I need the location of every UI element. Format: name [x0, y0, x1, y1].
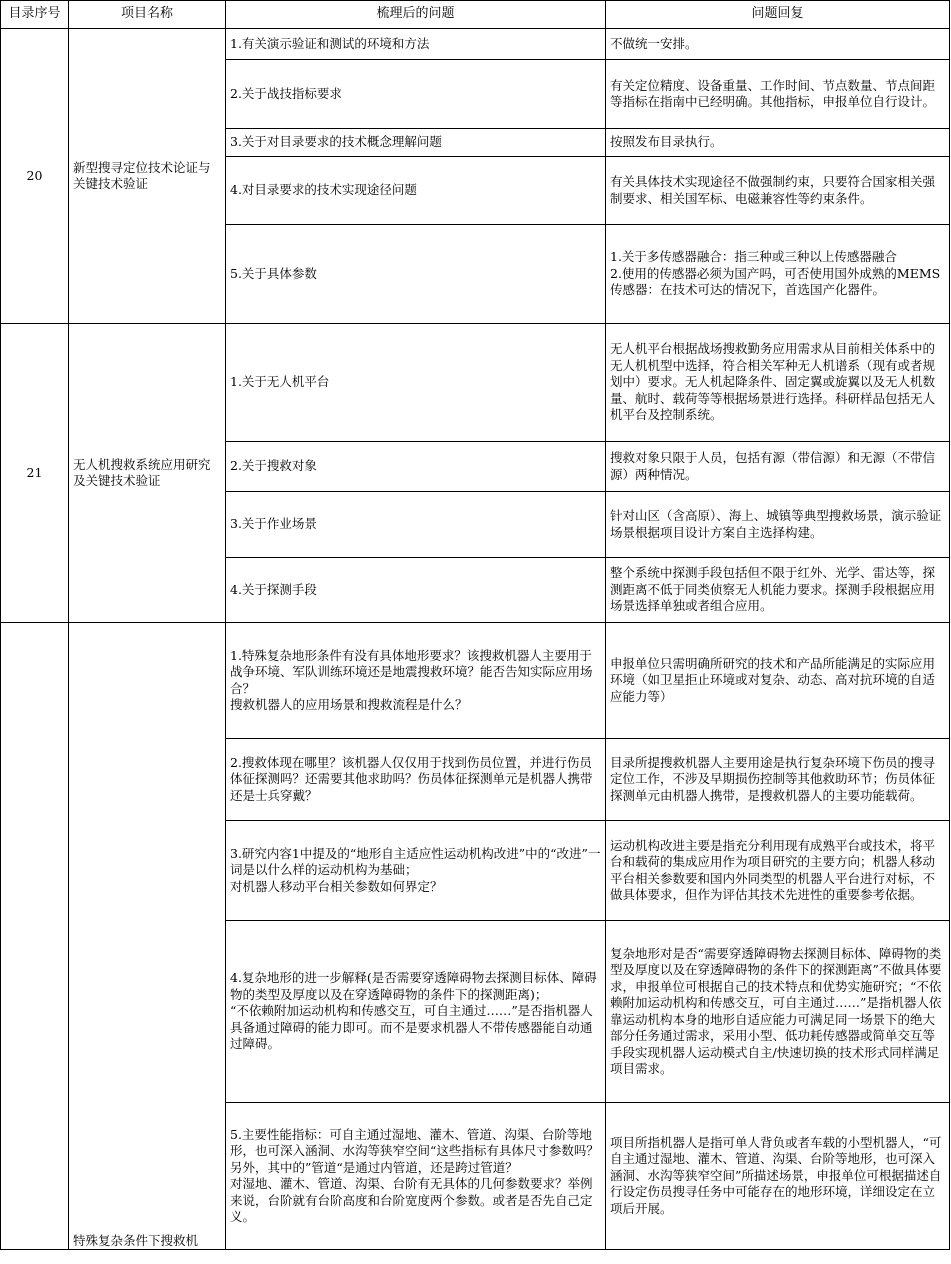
header-question: 梳理后的问题 — [226, 1, 606, 29]
question-cell: 2.关于搜救对象 — [226, 442, 606, 492]
header-answer: 问题回复 — [606, 1, 950, 29]
answer-cell: 运动机构改进主要是指充分利用现有成熟平台或技术，将平台和载荷的集成应用作为项目研究的主要方向；机器人移动平台相关参数要和国内外同类型的机器人平台进行对标，不做具体要求，但作为评估其技术先进性的重要参考依据。 — [606, 821, 950, 921]
answer-cell: 1.关于多传感器融合：指三种或三种以上传感器融合 2.使用的传感器必须为国产吗，可否使用国外成熟的MEMS传感器：在技术可达的情况下，首选国产化器件。 — [606, 225, 950, 324]
table-row — [1, 29, 950, 60]
question-cell: 1.有关演示验证和测试的环境和方法 — [226, 29, 606, 60]
question-cell: 2.关于战技指标要求 — [226, 60, 606, 129]
project-name: 新型搜寻定位技术论证与关键技术验证 — [69, 29, 226, 324]
question-cell: 2.搜救体现在哪里？该机器人仅仅用于找到伤员位置，并进行伤员体征探测吗？还需要其他求助吗？伤员体征探测单元是机器人携带还是士兵穿戴？ — [226, 739, 606, 821]
table-row — [1, 324, 950, 442]
answer-cell: 申报单位只需明确所研究的技术和产品所能满足的实际应用环境（如卫星拒止环境或对复杂、动态、高对抗环境的自适应能力等） — [606, 623, 950, 739]
answer-cell: 搜救对象只限于人员，包括有源（带信源）和无源（不带信源）两种情况。 — [606, 442, 950, 492]
header-project: 项目名称 — [69, 1, 226, 29]
answer-cell: 不做统一安排。 — [606, 29, 950, 60]
question-cell: 5.主要性能指标：可自主通过湿地、灌木、管道、沟渠、台阶等地形，也可深入涵洞、水沟等狭窄空间“这些指标有具体尺寸参数吗？另外，其中的”管道“是通过内管道，还是跨过管道？ 对湿地、灌木、管道、沟渠、台阶有无具体的几何参数要求？举例来说，台阶就有台阶高度和台阶宽度两个参数。或者是否先自己定义。 — [226, 1103, 606, 1250]
answer-cell: 整个系统中探测手段包括但不限于红外、光学、雷达等，探测距离不低于同类侦察无人机能力要求。探测手段根据应用场景选择单独或者组合应用。 — [606, 558, 950, 623]
answer-cell: 有关定位精度、设备重量、工作时间、节点数量、节点间距等指标在指南中已经明确。其他指标，申报单位自行设计。 — [606, 60, 950, 129]
answer-cell: 项目所指机器人是指可单人背负或者车载的小型机器人，“可自主通过湿地、灌木、管道、沟渠、台阶等地形，也可深入涵洞、水沟等狭窄空间”所描述场景，申报单位可根据描述自行设定伤员搜寻任务中可能存在的地形环境，详细设定在立项后开展。 — [606, 1103, 950, 1250]
answer-cell: 无人机平台根据战场搜救勤务应用需求从目前相关体系中的无人机机型中选择，符合相关军种无人机谱系（现有或者规划中）要求。无人机起降条件、固定翼或旋翼以及无人机数量、航时、载荷等等根据场景进行选择。科研样品包括无人机平台及控制系统。 — [606, 324, 950, 442]
question-cell: 3.关于对目录要求的技术概念理解问题 — [226, 129, 606, 157]
group-index — [1, 623, 69, 1250]
answer-cell: 有关具体技术实现途径不做强制约束，只要符合国家相关强制要求、相关国军标、电磁兼容性等约束条件。 — [606, 157, 950, 225]
table-row — [1, 623, 950, 739]
question-cell: 1.关于无人机平台 — [226, 324, 606, 442]
answer-cell: 针对山区（含高原）、海上、城镇等典型搜救场景，演示验证场景根据项目设计方案自主选择构建。 — [606, 492, 950, 558]
question-cell: 5.关于具体参数 — [226, 225, 606, 324]
answer-cell: 目录所提搜救机器人主要用途是执行复杂环境下伤员的搜寻定位工作，不涉及早期损伤控制等其他救助环节；伤员体征探测单元由机器人携带，是搜救机器人的主要功能载荷。 — [606, 739, 950, 821]
project-name: 特殊复杂条件下搜救机 — [69, 623, 226, 1250]
answer-cell: 按照发布目录执行。 — [606, 129, 950, 157]
question-cell: 1.特殊复杂地形条件有没有具体地形要求？该搜救机器人主要用于战争环境、军队训练环境还是地震搜救环境？能否告知实际应用场合？ 搜救机器人的应用场景和搜救流程是什么？ — [226, 623, 606, 739]
question-cell: 3.关于作业场景 — [226, 492, 606, 558]
question-cell: 4.关于探测手段 — [226, 558, 606, 623]
group-index: 20 — [1, 29, 69, 324]
question-cell: 4.对目录要求的技术实现途径问题 — [226, 157, 606, 225]
answer-cell: 复杂地形对是否“需要穿透障碍物去探测目标体、障碍物的类型及厚度以及在穿透障碍物的条件下的探测距离”不做具体要求，申报单位可根据自己的技术特点和优势实施研究；“不依赖附加运动机构和传感交互，可自主通过……”是指机器人依靠运动机构本身的地形自适应能力可满足同一场景下的绝大部分任务通过需求，采用小型、低功耗传感器或简单交互等手段实现机器人运动模式自主/快速切换的技术形式同样满足项目需求。 — [606, 921, 950, 1103]
header-index: 目录序号 — [1, 1, 69, 29]
header-row — [1, 1, 950, 29]
group-index: 21 — [1, 324, 69, 623]
question-cell: 3.研究内容1中提及的“地形自主适应性运动机构改进”中的“改进”一词是以什么样的运动机构为基础； 对机器人移动平台相关参数如何界定？ — [226, 821, 606, 921]
question-cell: 4.复杂地形的进一步解释(是否需要穿透障碍物去探测目标体、障碍物的类型及厚度以及在穿透障碍物的条件下的探测距离)； “不依赖附加运动机构和传感交互，可自主通过……”是否指机器人具备通过障碍的能力即可。而不是要求机器人不带传感器能自动通过障碍。 — [226, 921, 606, 1103]
project-name: 无人机搜救系统应用研究及关键技术验证 — [69, 324, 226, 623]
